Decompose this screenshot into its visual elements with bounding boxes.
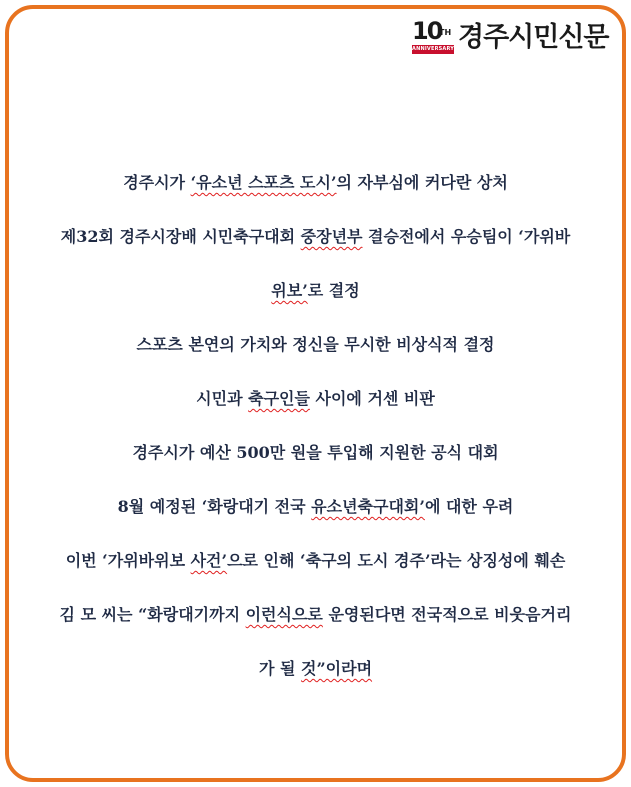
newspaper-name: 경주시민신문 (458, 22, 609, 53)
anniversary-number: 10 (412, 17, 442, 45)
summary-line-10: 가 될 것”이라며 (258, 659, 373, 678)
summary-line-3: 위보’로 결정 (271, 281, 360, 300)
summary-line-4: 스포츠 본연의 가치와 정신을 무시한 비상식적 결정 (136, 335, 495, 354)
summary-line-1: 경주시가 ‘유소년 스포츠 도시’의 자부심에 커다란 상처 (123, 173, 508, 192)
summary-line-8: 이번 ‘가위바위보 사건’으로 인해 ‘축구의 도시 경주’라는 상징성에 훼손 (65, 551, 566, 570)
summary-line-6: 경주시가 예산 500만 원을 투입해 지원한 공식 대회 (132, 443, 499, 462)
anniversary-ribbon: ANNIVERSARY (412, 46, 455, 52)
anniversary-emblem (412, 18, 454, 58)
anniversary-suffix: TH (439, 28, 452, 37)
newspaper-logo (412, 16, 609, 60)
summary-line-2: 제32회 경주시장배 시민축구대회 중장년부 결승전에서 우승팀이 ‘가위바 (60, 227, 571, 246)
summary-line-5: 시민과 축구인들 사이에 거센 비판 (196, 389, 435, 408)
summary-line-9: 김 모 씨는 “화랑대기까지 이런식으로 운영된다면 전국적으로 비웃음거리 (59, 605, 572, 624)
summary-line-7: 8월 예정된 ‘화랑대기 전국 유소년축구대회’에 대한 우려 (117, 497, 514, 516)
